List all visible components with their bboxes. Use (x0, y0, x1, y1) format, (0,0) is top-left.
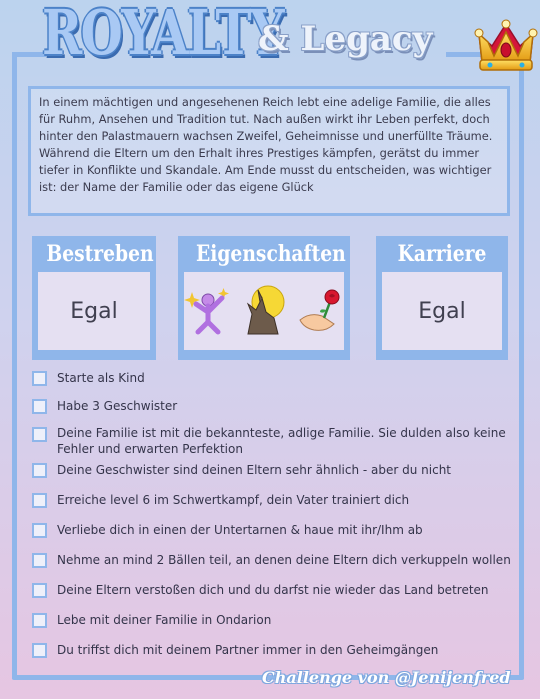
aspiration-title: Bestreben (46, 241, 154, 267)
checklist-item-text: Erreiche level 6 im Schwertkampf, dein Vater trainiert dich (57, 493, 410, 507)
aspiration-value: Egal (38, 272, 150, 350)
checkbox[interactable] (32, 523, 47, 538)
checklist-item-text: Deine Eltern verstoßen dich und du darfst nie wieder das Land betreten (57, 583, 489, 597)
checklist-item-text: Habe 3 Geschwister (57, 399, 178, 413)
checklist-item-text: Verliebe dich in einen der Untertarnen & haue mit ihr/Ihm ab (57, 523, 423, 537)
intro-text: In einem mächtigen und angesehenen Reich lebt eine adelige Familie, die alles für Ruhm, Ansehen und Tradition tut. Nach außen wirkt ihr Leben perfekt, doch hinter den Palastmauern wachsen Zweifel, Geheimnisse und unerfüllte Träume. Während die Eltern um den Erhalt ihres Prestiges kämpfen, gerätst du immer tiefer in Konflikte und Skandale. Am Ende musst du entscheiden, was wichtiger ist: der Name der Familie oder das eigene Glück (28, 86, 510, 216)
footer-credit: Challenge von @Jenijenfred (262, 668, 511, 687)
checklist-item-text: Deine Familie ist mit die bekannteste, adlige Familie. Sie dulden also keine Fehler und erwarten Perfektion (57, 426, 506, 456)
checklist-item-text: Deine Geschwister sind deinen Eltern sehr ähnlich - aber du nicht (57, 463, 452, 477)
checklist-item-text: Starte als Kind (57, 371, 145, 385)
checkbox[interactable] (32, 399, 47, 414)
wolf-icon (238, 284, 290, 338)
checklist-item[interactable] (32, 425, 512, 457)
checklist-item-text: Nehme an mind 2 Bällen teil, an denen deine Eltern dich verkuppeln wollen (57, 553, 511, 567)
career-panel (376, 236, 508, 360)
checklist-item[interactable] (32, 552, 512, 568)
checkbox[interactable] (32, 463, 47, 478)
checklist-item[interactable] (32, 492, 512, 508)
checkbox[interactable] (32, 613, 47, 628)
traits-panel (178, 236, 350, 360)
checkbox[interactable] (32, 371, 47, 386)
crown-icon (474, 16, 538, 78)
checklist-item-text: Lebe mit deiner Familie in Ondarion (57, 613, 272, 627)
checklist-item[interactable] (32, 370, 512, 386)
traits-title: Eigenschaften (196, 241, 346, 267)
checkbox[interactable] (32, 583, 47, 598)
checkbox[interactable] (32, 553, 47, 568)
checklist-item[interactable] (32, 462, 512, 478)
checklist-item-text: Du triffst dich mit deinem Partner immer in den Geheimgängen (57, 643, 439, 657)
frame-top-left (12, 52, 46, 57)
title-royalty: ROYALTY (42, 0, 283, 69)
checkbox[interactable] (32, 493, 47, 508)
checklist-item[interactable] (32, 642, 512, 658)
aspiration-panel (32, 236, 156, 360)
checklist-item[interactable] (32, 582, 512, 598)
traits-icons (184, 272, 344, 350)
checklist-item[interactable] (32, 612, 512, 628)
career-value: Egal (382, 272, 502, 350)
self-assured-icon (184, 286, 232, 336)
checklist-item[interactable] (32, 398, 512, 414)
checkbox[interactable] (32, 643, 47, 658)
checklist-item[interactable] (32, 522, 512, 538)
checkbox[interactable] (32, 427, 47, 442)
romantic-rose-icon (296, 286, 344, 336)
career-title: Karriere (397, 241, 487, 267)
title-legacy: & Legacy (258, 19, 433, 59)
